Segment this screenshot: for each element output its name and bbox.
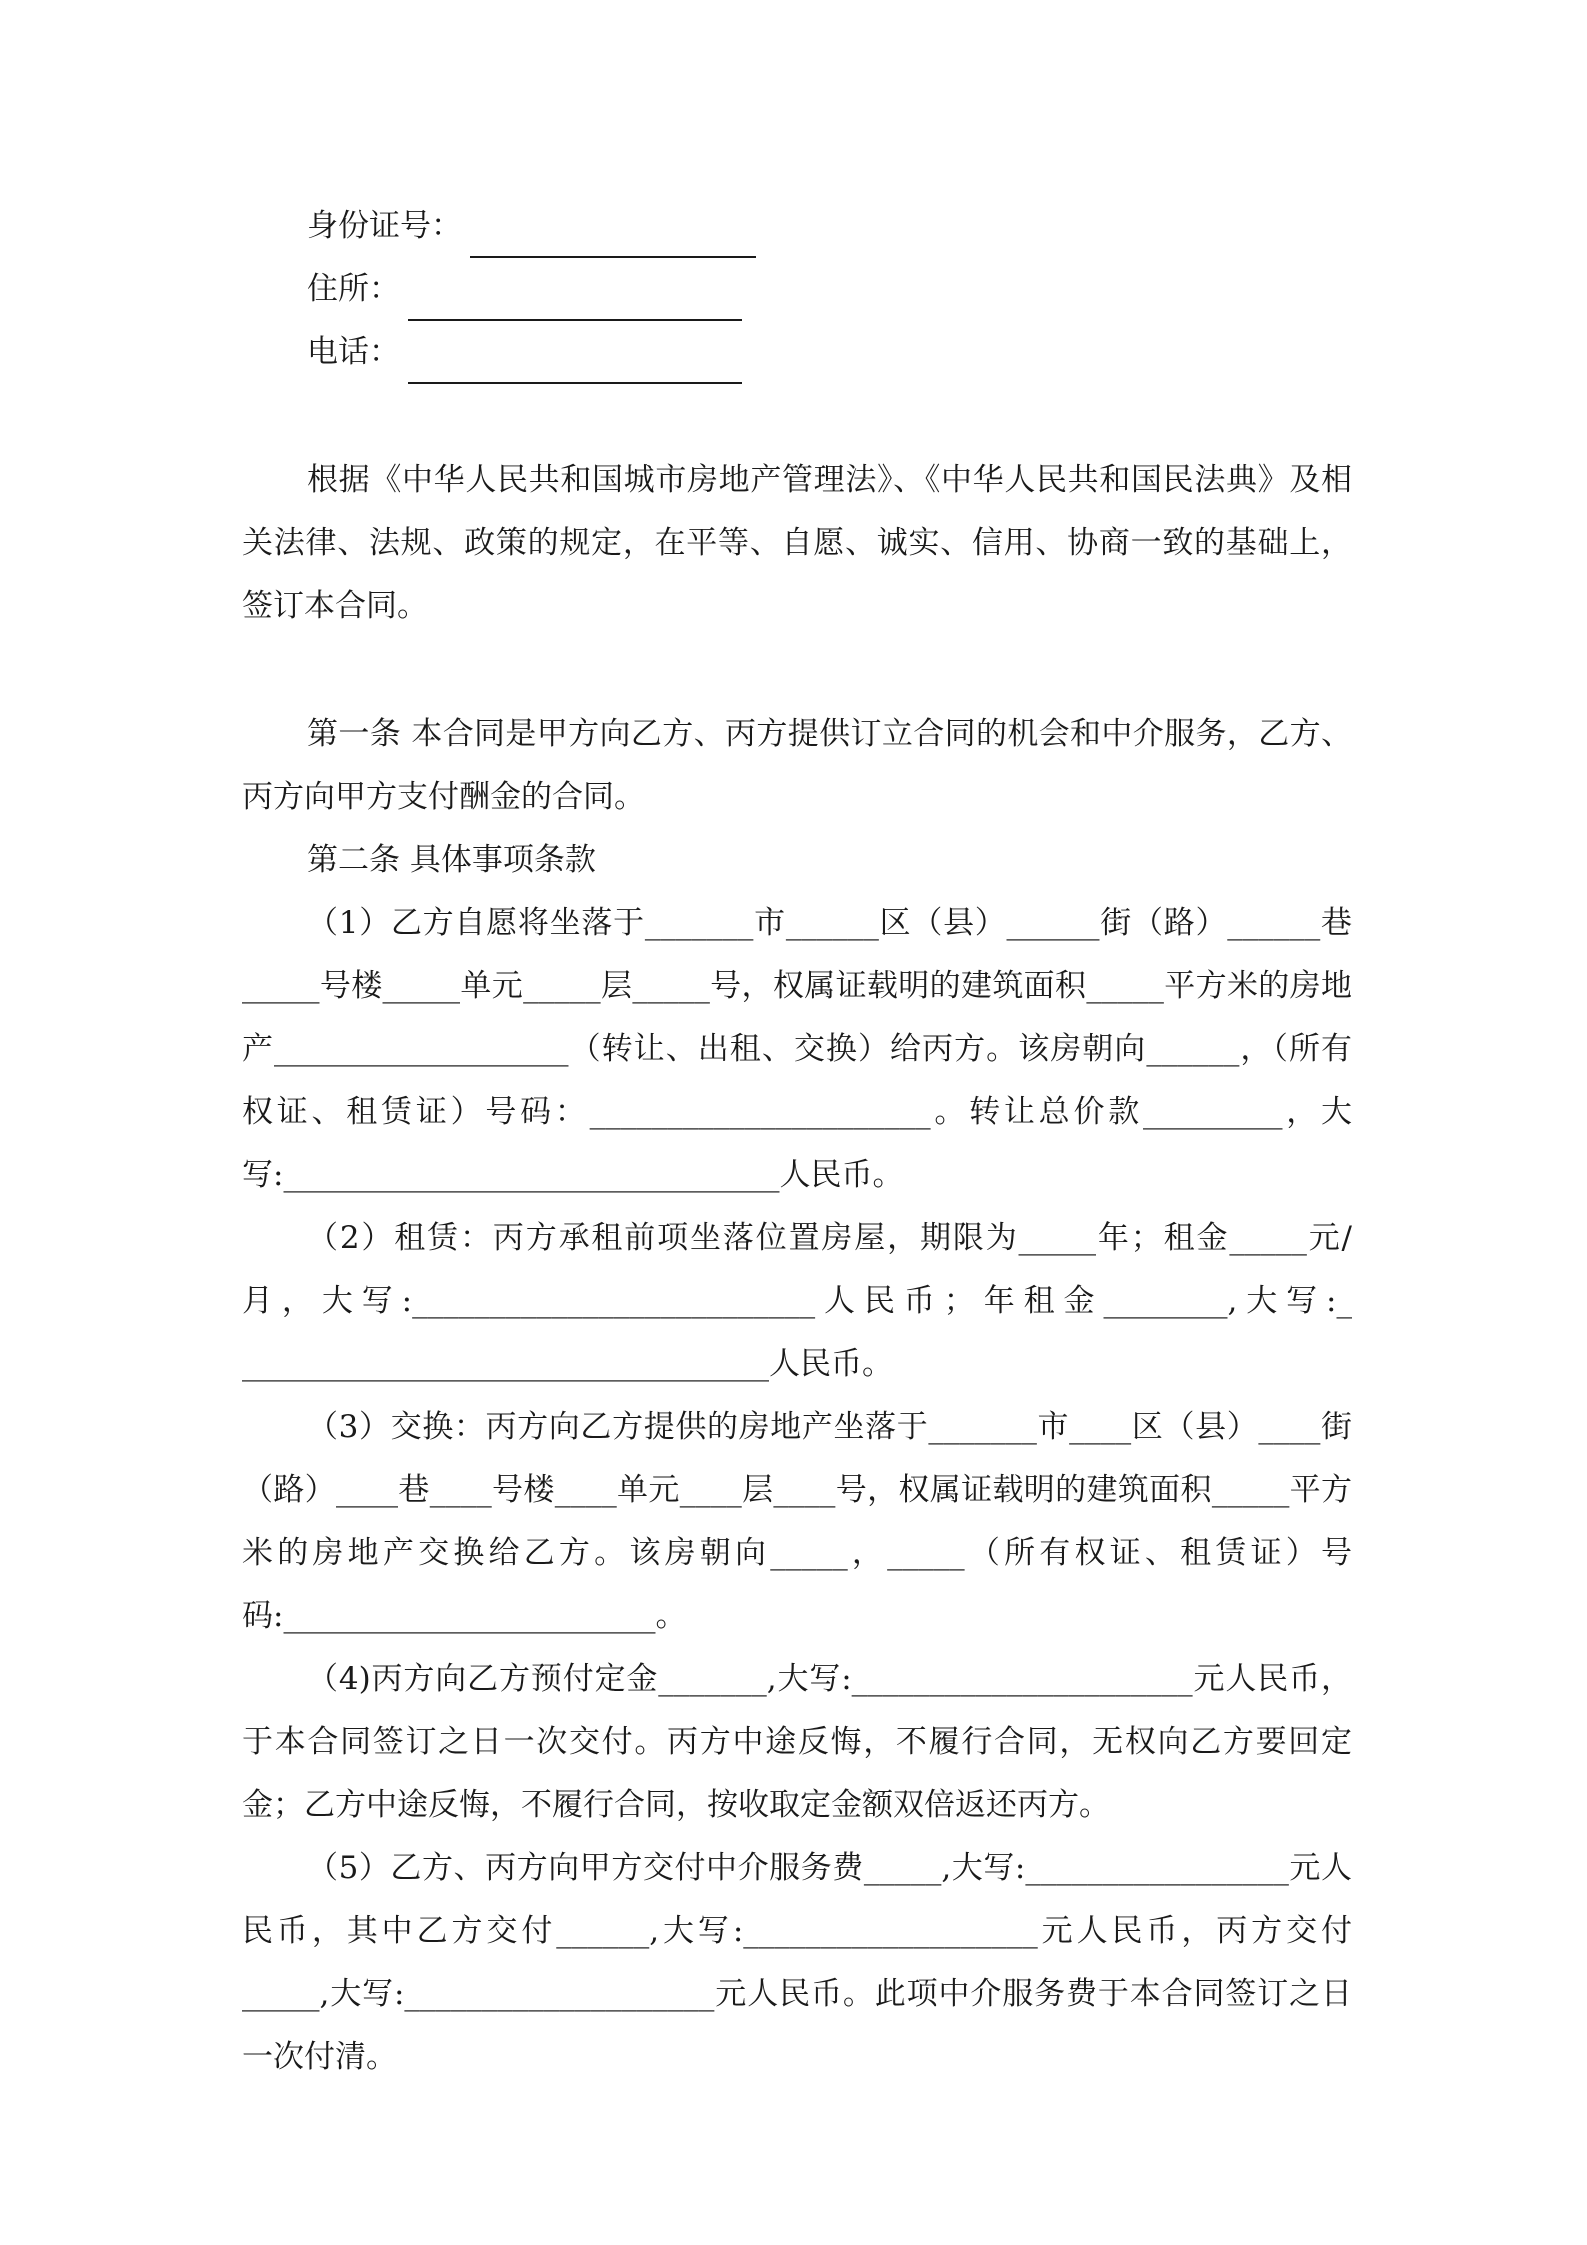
id-number-blank	[470, 218, 756, 258]
phone-label: 电话：	[307, 334, 400, 370]
phone-field	[242, 321, 1352, 384]
clause-1-paragraph: （1）乙方自愿将坐落于_______市______区（县）______街（路）______巷_____号楼_____单元_____层_____号，权属证载明的建筑面积_____平方米的房地产___________________（转让、出租、交换）给丙方。该房朝向______，（所有权证、租赁证）号码：______________________。转让总价款_________，大写:________________________________人民币。	[242, 905, 1352, 1193]
clause-4-paragraph: （4)丙方向乙方预付定金_______,大写:______________________元人民币，于本合同签订之日一次交付。丙方中途反悔，不履行合同，无权向乙方要回定金；乙方中途反悔，不履行合同，按收取定金额双倍返还丙方。	[242, 1661, 1352, 1823]
clause-2-paragraph: （2）租赁：丙方承租前项坐落位置房屋，期限为_____年；租金_____元/月，大写:__________________________人民币；年租金________,大写:_ __________________________________人民币。	[242, 1220, 1352, 1382]
preamble-paragraph: 根据《中华人民共和国城市房地产管理法》、《中华人民共和国民法典》及相关法律、法规、政策的规定，在平等、自愿、诚实、信用、协商一致的基础上，签订本合同。	[242, 462, 1352, 624]
phone-blank	[408, 344, 742, 384]
address-blank	[408, 281, 742, 321]
article-2-title: 第二条 具体事项条款	[307, 842, 596, 878]
address-field	[242, 258, 1352, 321]
id-number-field	[242, 195, 1352, 258]
id-number-label: 身份证号：	[307, 208, 462, 244]
contract-body	[242, 195, 1352, 2089]
clause-5-paragraph: （5）乙方、丙方向甲方交付中介服务费_____,大写:_________________元人民币，其中乙方交付______,大写:___________________元人民币，丙方交付_____,大写:____________________元人民币。此项中介服务费于本合同签订之日一次付清。	[242, 1850, 1352, 2075]
clause-3-paragraph: （3）交换：丙方向乙方提供的房地产坐落于_______市____区（县）____街（路）____巷____号楼____单元____层____号，权属证载明的建筑面积_____平方米的房地产交换给乙方。该房朝向_____，_____（所有权证、租赁证）号码:________________________。	[242, 1409, 1352, 1634]
article-1-paragraph: 第一条 本合同是甲方向乙方、丙方提供订立合同的机会和中介服务，乙方、丙方向甲方支付酬金的合同。	[242, 716, 1352, 815]
address-label: 住所：	[307, 271, 400, 307]
